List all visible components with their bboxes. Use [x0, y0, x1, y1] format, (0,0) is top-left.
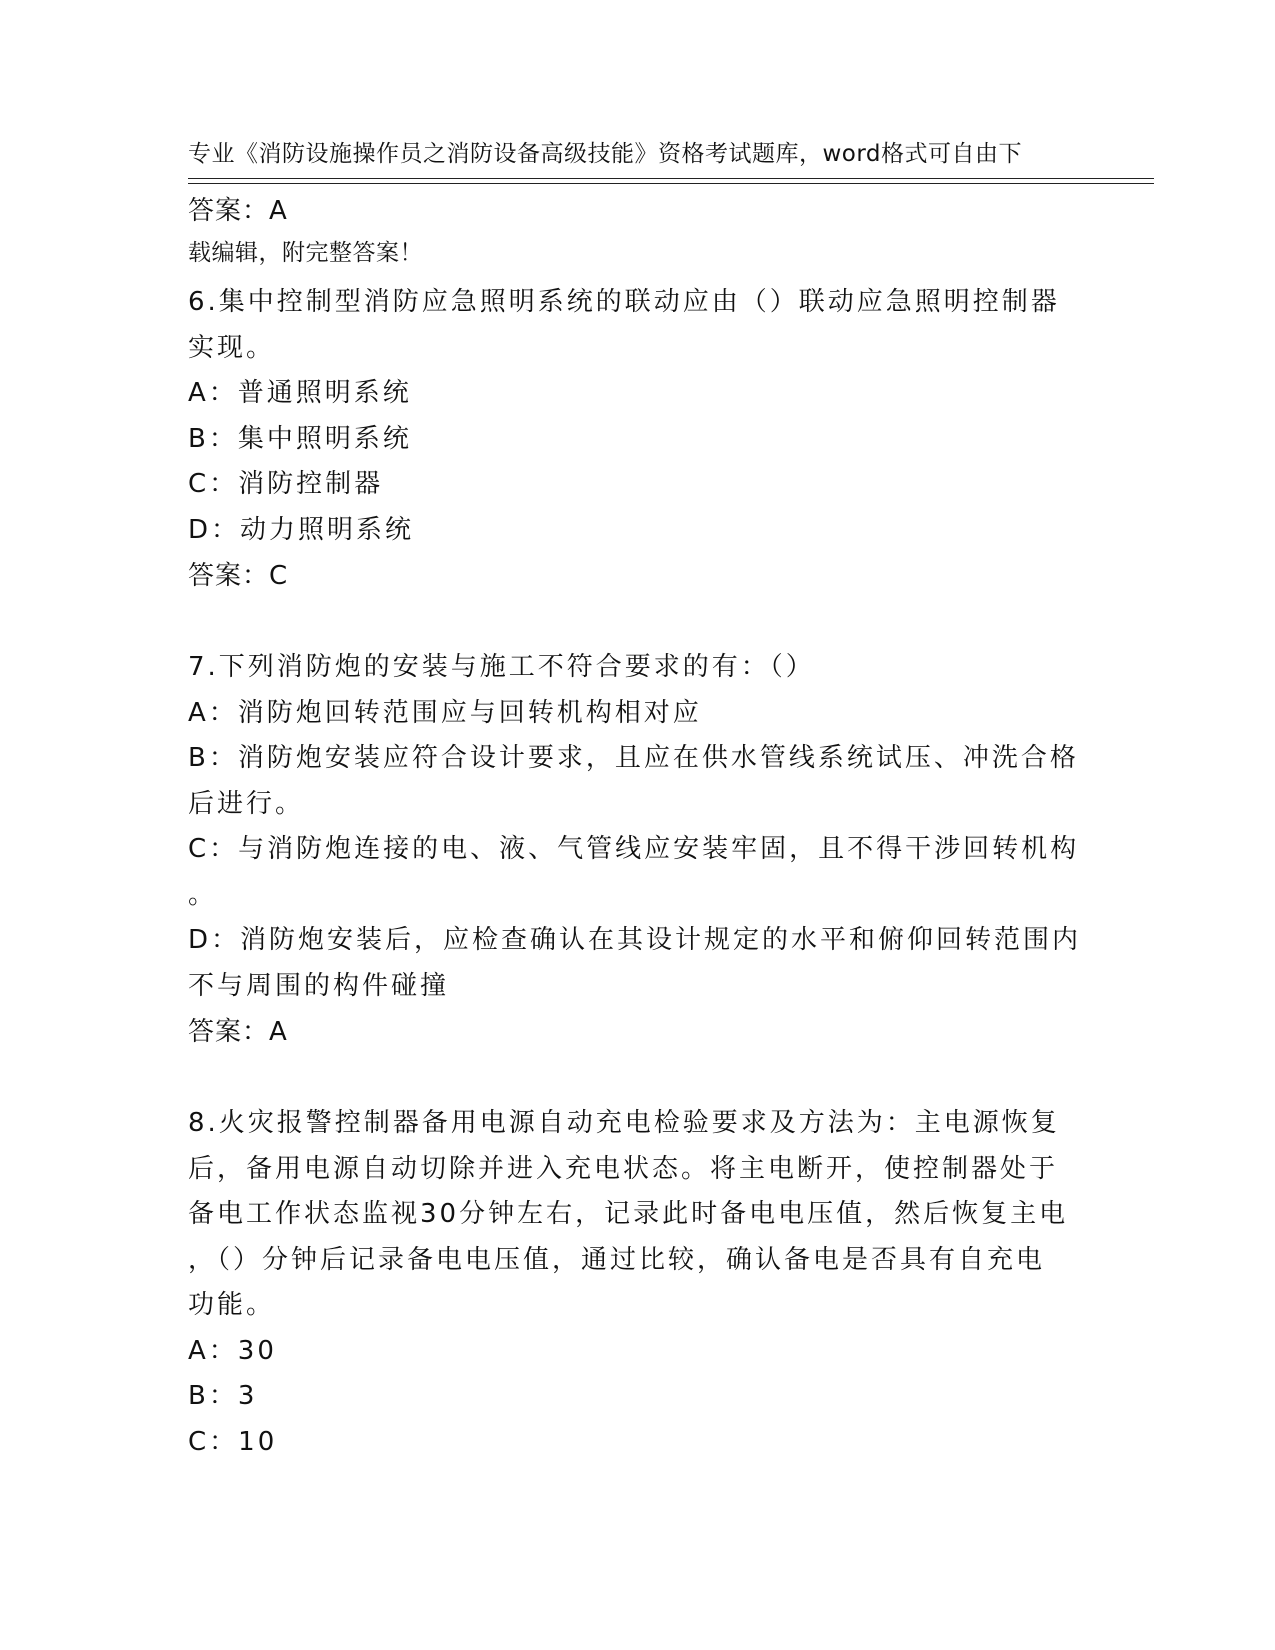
question-8-stem-line-2: 后，备用电源自动切除并进入充电状态。将主电断开，使控制器处于: [188, 1153, 1059, 1184]
question-7: [188, 645, 1088, 1055]
question-7-stem: 7.下列消防炮的安装与施工不符合要求的有：（）: [188, 652, 815, 682]
question-7-option-d-line-2: 不与周围的构件碰撞: [188, 970, 450, 1001]
header-line-2: 载编辑，附完整答案！: [188, 240, 423, 266]
question-8-option-a: A：30: [188, 1335, 277, 1366]
document-content: [188, 188, 1088, 1465]
header-divider-bottom: [188, 183, 1154, 184]
question-8-option-b: B：3: [188, 1381, 258, 1411]
question-7-answer: 答案：A: [188, 1017, 288, 1047]
question-6: [188, 280, 1088, 599]
question-6-stem-line-1: 6.集中控制型消防应急照明系统的联动应由（）联动应急照明控制器: [188, 287, 1060, 317]
question-6-option-a: A：普通照明系统: [188, 378, 412, 408]
question-6-stem-line-2: 实现。: [188, 332, 276, 363]
question-8-stem-line-1: 8.火灾报警控制器备用电源自动充电检验要求及方法为：主电源恢复: [188, 1108, 1060, 1138]
question-8-option-c: C：10: [188, 1426, 278, 1457]
question-7-option-c-line-1: C：与消防炮连接的电、液、气管线应安装牢固，且不得干涉回转机构: [188, 834, 1080, 864]
question-7-option-b-line-2: 后进行。: [188, 788, 305, 819]
question-6-option-d: D：动力照明系统: [188, 514, 415, 545]
question-7-option-b-line-1: B：消防炮安装应符合设计要求，且应在供水管线系统试压、冲洗合格: [188, 743, 1079, 773]
answer-previous-question: 答案：A: [188, 196, 288, 226]
header-line-1: 专业《消防设施操作员之消防设备高级技能》资格考试题库，word格式可自由下: [188, 141, 1023, 167]
question-8-stem-line-4: ，（）分钟后记录备电电压值，通过比较，确认备电是否具有自充电: [188, 1244, 1046, 1275]
question-7-option-a: A：消防炮回转范围应与回转机构相对应: [188, 697, 702, 728]
question-8-stem-line-5: 功能。: [188, 1290, 276, 1320]
question-7-option-d-line-1: D：消防炮安装后，应检查确认在其设计规定的水平和俯仰回转范围内: [188, 925, 1082, 955]
question-8-stem-line-3: 备电工作状态监视30分钟左右，记录此时备电电压值，然后恢复主电: [188, 1199, 1069, 1229]
question-6-option-c: C：消防控制器: [188, 469, 384, 499]
question-6-option-b: B：集中照明系统: [188, 423, 412, 454]
question-6-answer: 答案：C: [188, 561, 289, 591]
question-7-option-c-line-2: 。: [188, 879, 218, 910]
question-8: [188, 1101, 1088, 1465]
header-divider-top: [188, 178, 1154, 179]
